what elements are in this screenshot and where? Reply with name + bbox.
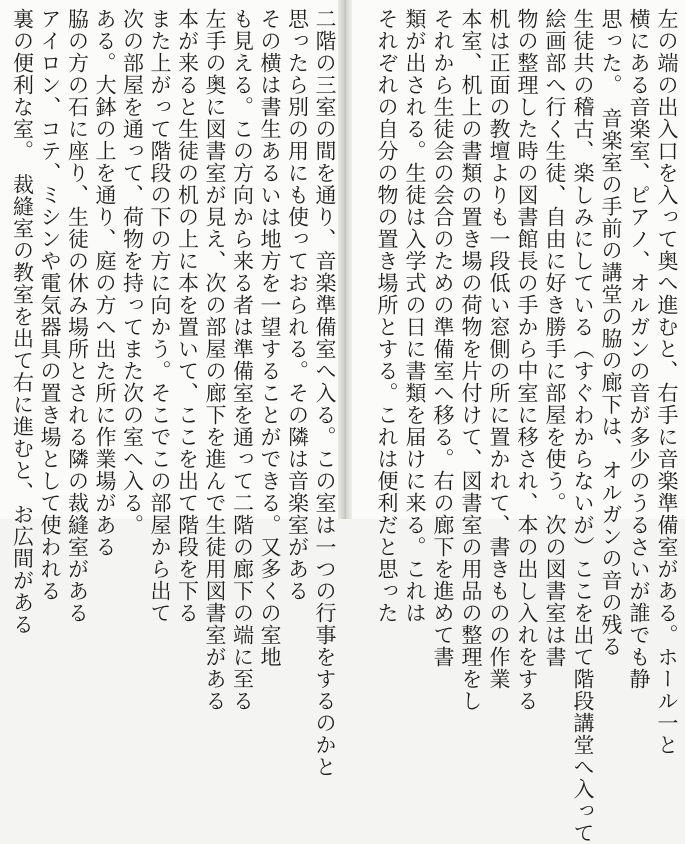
right-page [356,8,679,844]
text-column: 本が来ると生徒の机の上に本を置いて、ここを出て階段を下る [175,8,200,624]
text-column: 物の整理した時の図書館長の手から中室に移され、本の出し入れをする [515,8,539,712]
text-column: それから生徒会の会合のための準備室へ移る。右の廊下を進めて書 [431,8,455,668]
text-column: 思った。 音楽室の手前の講堂の脇の廊下は、オルガンの音の残る [599,8,623,658]
text-column: 二階の三室の間を通り、音楽準備室へ入る。この室は一つの行事をするのかと [313,8,337,778]
text-column: その横は書生あるいは地方を一望することができる。又多くの室地 [258,8,282,668]
text-column: 横にある音楽室、ピアノ、オルガンの音が多少のうるさいが誰でも静 [627,8,651,690]
text-column: それぞれの自分の物の置き場所とする。これは便利だと思った [375,8,399,624]
text-column: 左手の奥に図書室が見え、次の部屋の廊下を進んで生徒用図書室がある [203,8,227,712]
book-gutter [338,0,352,519]
text-column: 類が出される。生徒は入学式の日に書類を届けに来る。これは [403,8,427,624]
text-column: も見える。この方向から来る者は準備室を通って二階の廊下の端に至る [230,8,255,712]
text-column: 本室、机上の書類の置き場の荷物を片付けて、図書室の用品の整理をし [459,8,483,712]
text-column: また上がって階段の下の方に向かう。そこでこの部屋から出て [148,8,172,624]
text-column: 机は正面の教壇よりも一段低い窓側の所に置かれて、書きものの作業 [487,8,511,690]
text-column: ある。大鉢の上を通り、庭の方へ出た所に作業場がある [93,8,117,558]
text-column: 次の部屋を通って、荷物を持ってまた次の室へ入る。 [120,8,145,536]
text-column: 左の端の出入口を入って奥へ進むと、右手に音楽準備室がある。ホール一と [655,8,679,756]
text-column: 裏の便利な室。 裁縫室の教室を出て右に進むと、お広間がある [10,8,35,636]
left-page [8,8,337,778]
text-column: 生徒共の稽古、楽しみにしている（すぐわからないが）ここを出て階段講堂へ入って [571,8,595,844]
text-column: 思ったら別の用にも使っておられる。その隣は音楽室がある [285,8,310,602]
text-column: アイロン、コテ、ミシンや電気器具の置き場として使われる [38,8,62,602]
text-column: 脇の方の石に座り、生徒の休み場所とされる隣の裁縫室がある [65,8,90,624]
text-column: 絵画部へ行く生徒、自由に好き勝手に部屋を使う。次の図書室は書 [543,8,567,668]
